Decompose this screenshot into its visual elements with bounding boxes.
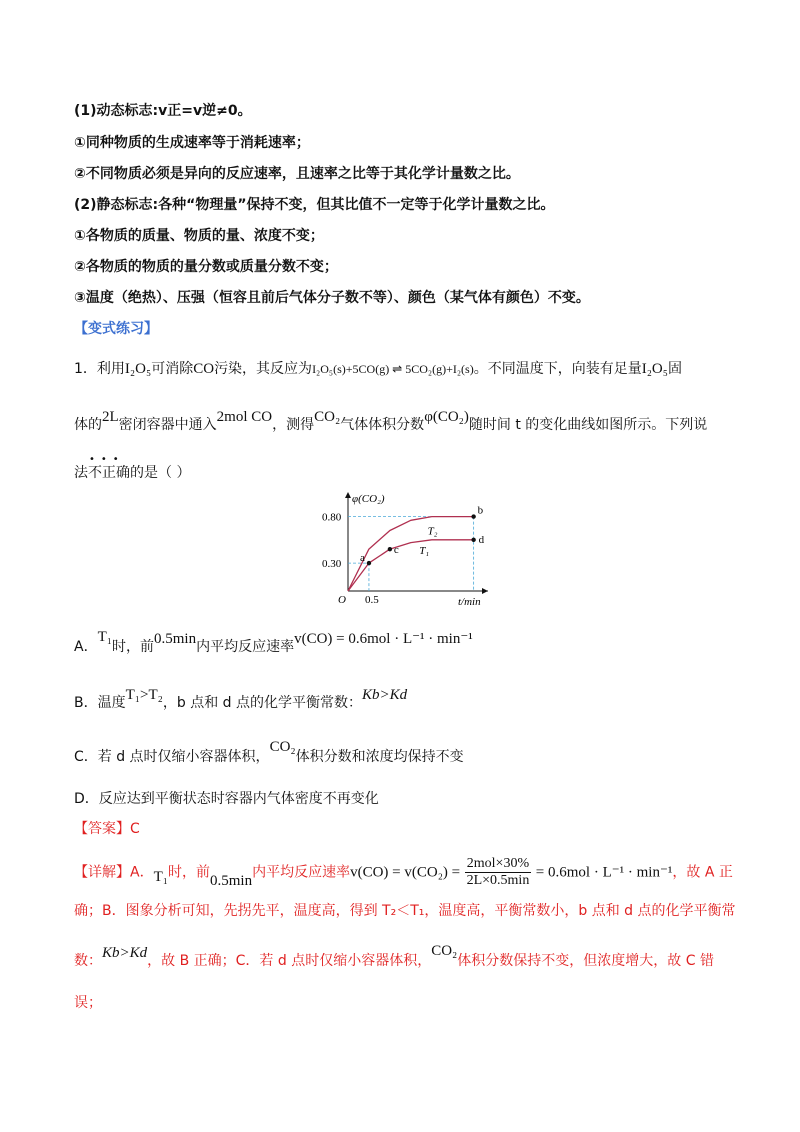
- explain-text: 时，前: [167, 864, 210, 881]
- reaction-equation: I₂O₅(s)+5CO(g) ⇌ 5CO₂(g)+I₂(s): [312, 362, 474, 376]
- co-formula: CO: [193, 361, 215, 377]
- explain-text: ，故 B 正确；C．若 d 点时仅缩小容器体积，: [147, 953, 432, 969]
- k-relation: Kb>Kd: [361, 687, 408, 703]
- dynamic-point-2: ②不同物质必须是异向的反应速率，且速率之比等于其化学计量数之比。: [74, 166, 520, 182]
- option-b-prefix: B．温度: [74, 695, 126, 711]
- option-b: [74, 687, 408, 712]
- y-tick-label: 0.30: [322, 558, 342, 571]
- x-axis-label: t/min: [458, 596, 481, 608]
- point-b: [471, 514, 475, 518]
- x-tick-label: 0.5: [364, 594, 379, 606]
- explain-line-2: 确；B．图象分析可知，先拐先平，温度高，得到 T₂＜T₁，温度高，平衡常数小，b 点和 d 点的化学平衡常: [74, 903, 736, 919]
- q-text: 随时间 t 的变化曲线如图所示。下列说: [468, 417, 708, 433]
- series-label-t2: T₂: [427, 525, 438, 538]
- y-tick-label: 0.80: [322, 511, 342, 524]
- q-text: 1．利用: [74, 361, 125, 377]
- curve-t2: [348, 517, 474, 591]
- emphasis-dots: •••: [89, 454, 125, 465]
- explain-line-4: 误；: [74, 995, 102, 1011]
- answer-line: 【答案】C: [74, 821, 140, 837]
- rate-formula-right: = 0.6mol · L⁻¹ · min⁻¹: [535, 864, 673, 881]
- t1-symbol: T₁: [97, 629, 112, 645]
- q-text: ，测得: [272, 417, 315, 433]
- dynamic-point-1: ①同种物质的生成速率等于消耗速率；: [74, 135, 310, 151]
- option-c: [74, 739, 464, 766]
- y-axis-label: φ(CO₂): [352, 493, 385, 505]
- static-point-1: ①各物质的质量、物质的量、浓度不变；: [74, 228, 324, 244]
- y-axis-arrow: [345, 492, 351, 498]
- explain-line-3: [74, 943, 714, 970]
- i2o5-formula: I₂O₅: [641, 361, 668, 377]
- point-c: [388, 547, 392, 551]
- rate-formula-left: v(CO) = v(CO₂) =: [350, 864, 461, 881]
- co2-formula: CO₂: [269, 739, 296, 755]
- question-line-1: [74, 358, 682, 378]
- option-c-text: 体积分数和浓度均保持不变: [295, 749, 464, 765]
- static-point-3: ③温度（绝热）、压强（恒容且前后气体分子数不等）、颜色（某气体有颜色）不变。: [74, 290, 590, 306]
- point-label-b: b: [477, 504, 484, 517]
- point-label-c: c: [393, 544, 399, 557]
- series-label-t1: T₁: [419, 544, 430, 557]
- volume-value: 2L: [102, 409, 119, 425]
- i2o5-formula: I₂O₅: [124, 361, 152, 377]
- explain-text: 内平均反应速率: [252, 864, 351, 881]
- t1-symbol: T₁: [153, 868, 168, 885]
- dynamic-sign-heading: (1)动态标志:v正=v逆≠0。: [74, 103, 252, 119]
- q-text: 体的: [74, 417, 102, 433]
- fraction-denominator: 2L×0.5min: [466, 873, 530, 888]
- option-c-prefix: C．若 d 点时仅缩小容器体积，: [74, 749, 270, 765]
- explain-line-1: [74, 856, 733, 889]
- x-axis-arrow: [482, 588, 488, 594]
- option-a: [74, 629, 473, 656]
- rate-formula: v(CO) = 0.6mol · L⁻¹ · min⁻¹: [294, 631, 473, 647]
- co-amount: 2mol CO: [216, 409, 273, 425]
- temperature-relation: T₁>T₂: [125, 687, 163, 703]
- option-a-text: 内平均反应速率: [196, 639, 295, 655]
- co2-formula: CO₂: [314, 409, 341, 425]
- q-text: 可消除: [151, 361, 194, 377]
- option-a-text: 时，前: [111, 639, 154, 655]
- phi-co2: φ(CO₂): [424, 409, 469, 425]
- question-line-3: 法不正确的是（ ）: [74, 465, 191, 481]
- q-text: 气体体积分数: [340, 417, 425, 433]
- point-label-d: d: [478, 533, 485, 546]
- q-text: 密闭容器中通入: [118, 417, 217, 433]
- q-text: 。不同温度下，向装有足量: [473, 361, 642, 377]
- k-relation: Kb>Kd: [102, 945, 148, 961]
- origin-label: O: [338, 594, 346, 606]
- q-text: 固: [668, 361, 682, 377]
- rate-fraction: [465, 856, 532, 889]
- section-title: 【变式练习】: [74, 321, 158, 337]
- explain-text: 体积分数保持不变，但浓度增大，故 C 错: [457, 953, 714, 969]
- fraction-numerator: 2mol×30%: [465, 856, 532, 873]
- explain-head: 【详解】A．: [74, 864, 154, 881]
- curve-t1: [348, 540, 474, 591]
- co2-formula: CO₂: [431, 943, 458, 959]
- time-value: 0.5min: [209, 872, 253, 889]
- question-line-2: [74, 409, 708, 434]
- point-d: [471, 538, 475, 542]
- explain-text: ，故 A 正: [672, 864, 733, 881]
- phi-co2-chart: [300, 488, 500, 612]
- static-point-2: ②各物质的物质的量分数或质量分数不变；: [74, 259, 338, 275]
- option-a-prefix: A．: [74, 639, 98, 655]
- q-text: 污染，其反应为: [214, 361, 313, 377]
- point-label-a: a: [359, 552, 365, 565]
- time-value: 0.5min: [153, 631, 197, 647]
- static-sign-heading: (2)静态标志:各种“物理量”保持不变，但其比值不一定等于化学计量数之比。: [74, 197, 555, 213]
- point-a: [367, 561, 371, 565]
- explain-text: 数：: [74, 953, 102, 969]
- option-d: D．反应达到平衡状态时容器内气体密度不再变化: [74, 791, 379, 807]
- option-b-text: ，b 点和 d 点的化学平衡常数：: [162, 695, 362, 711]
